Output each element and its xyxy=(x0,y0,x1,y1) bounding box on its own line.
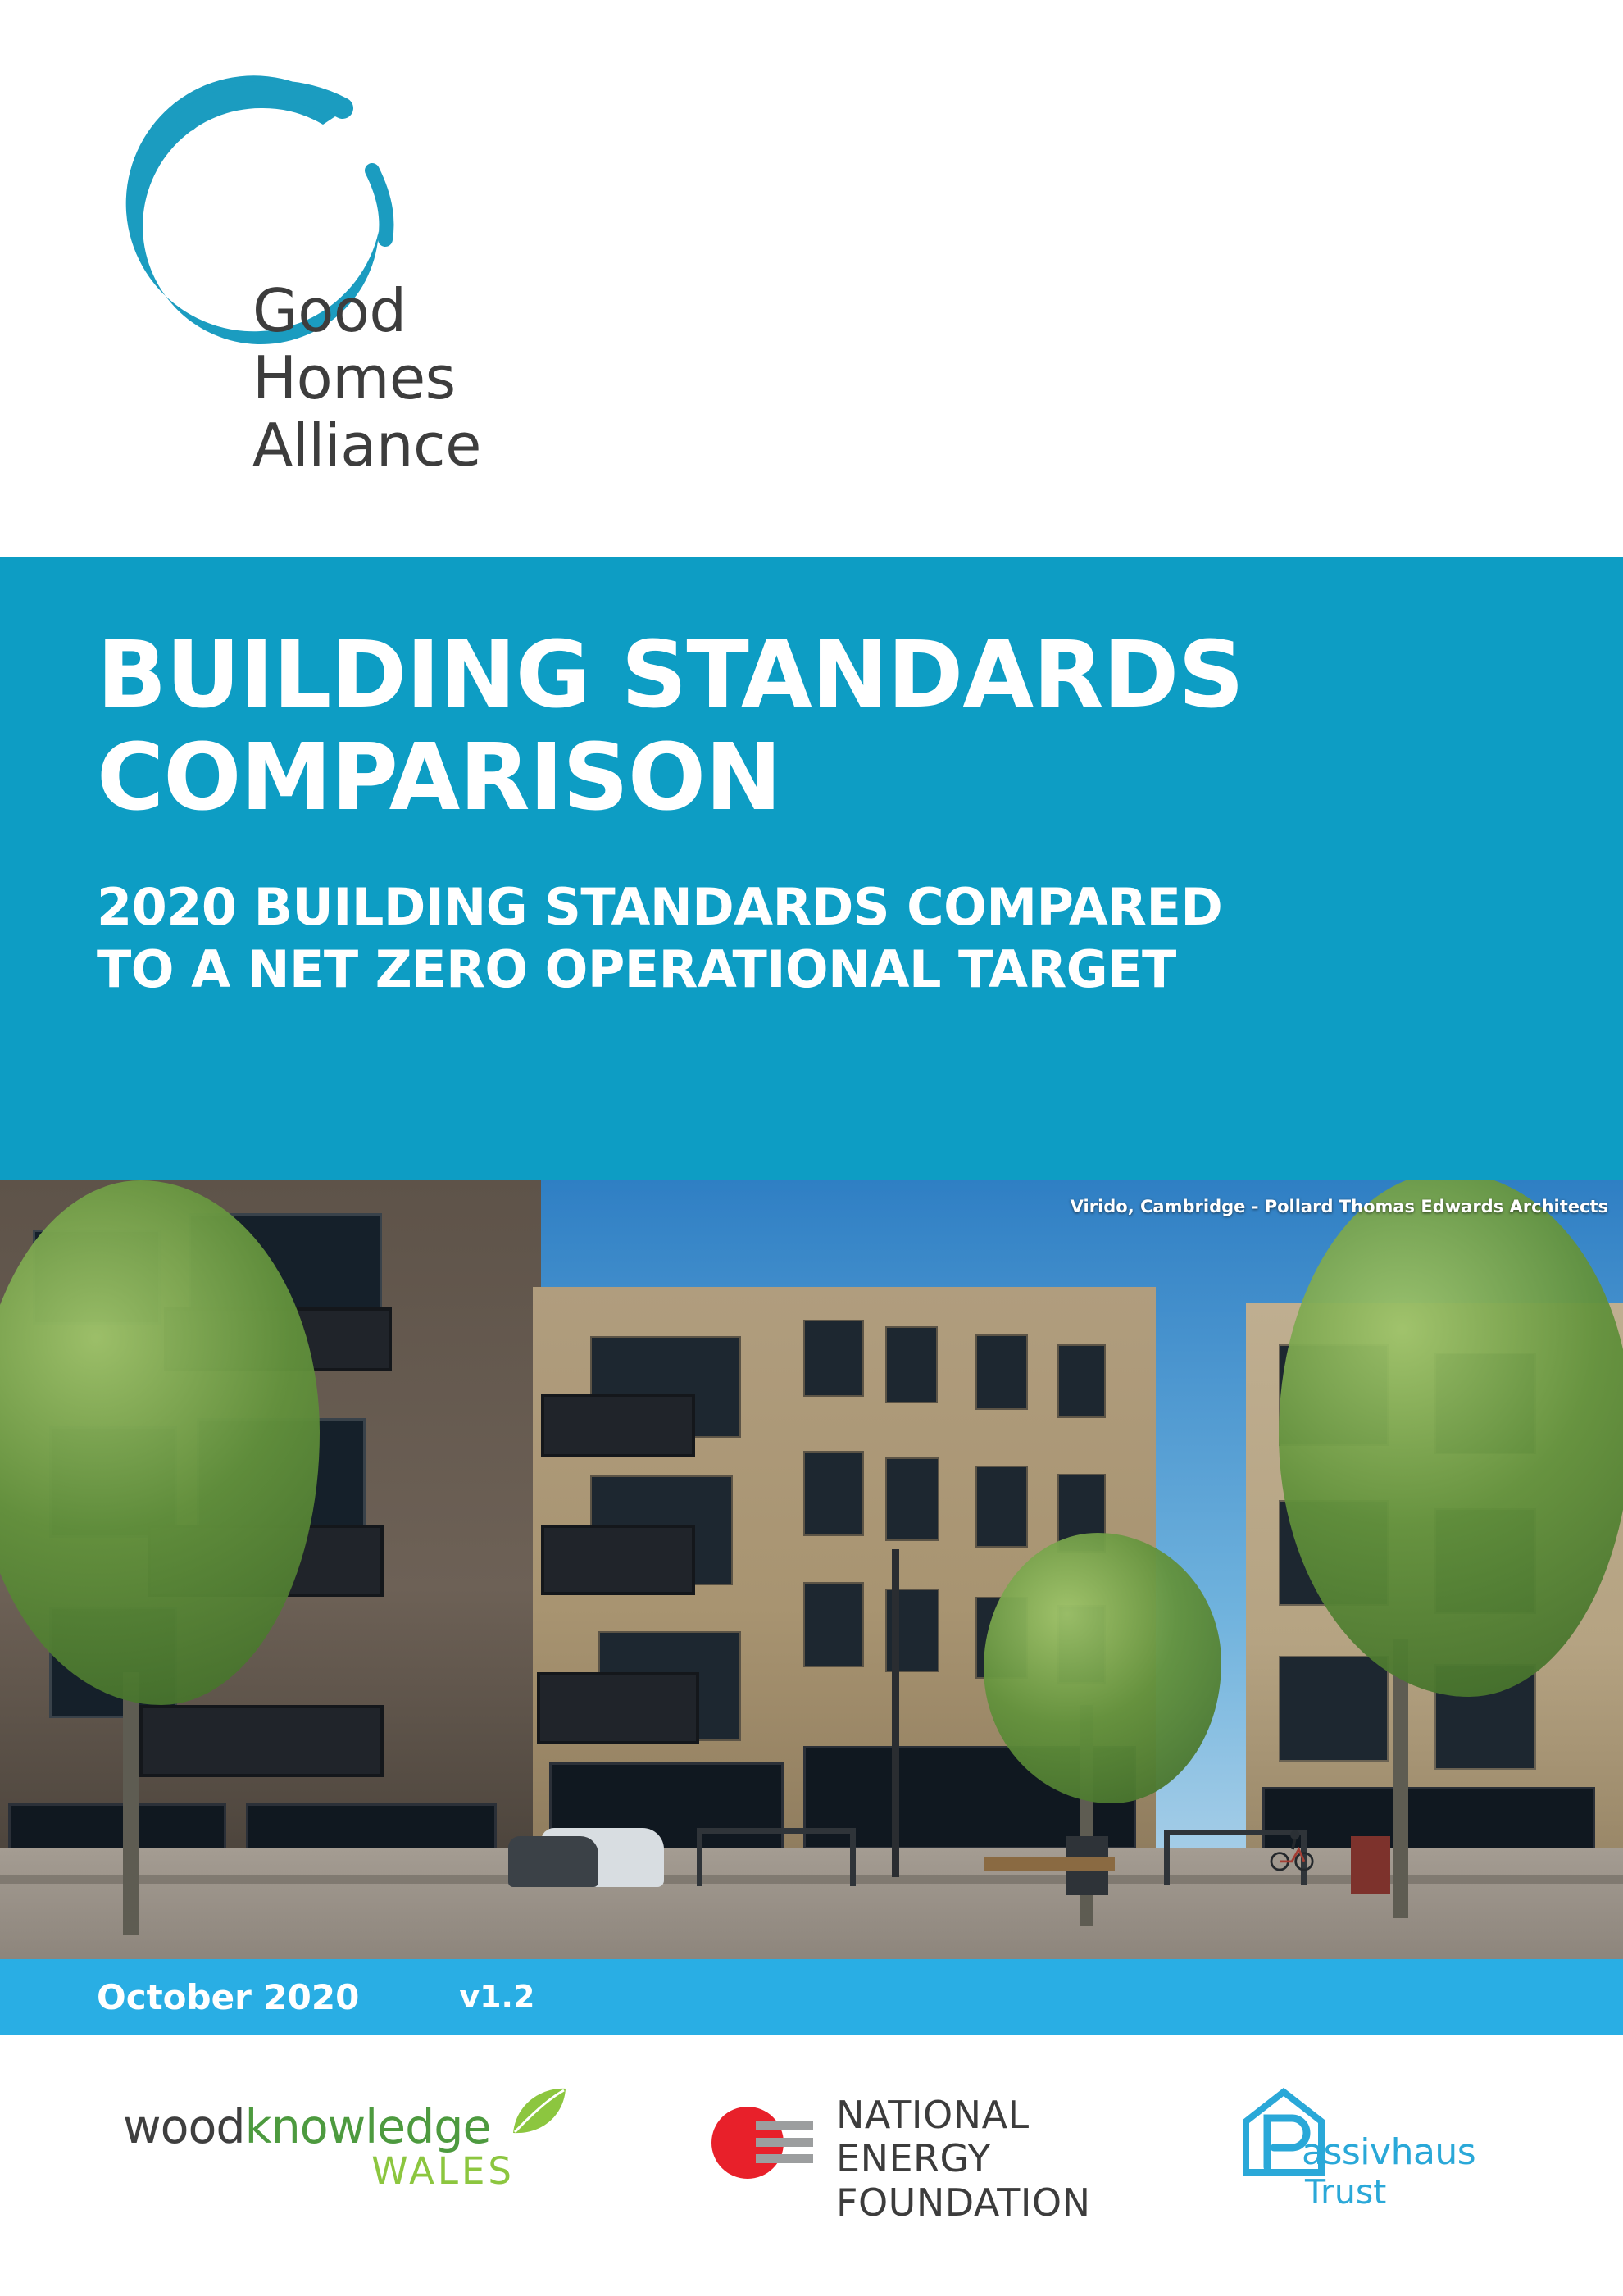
subtitle-line-2: TO A NET ZERO OPERATIONAL TARGET xyxy=(97,939,1176,1000)
wkw-word-primary: wood xyxy=(123,2100,245,2154)
cover-photograph xyxy=(0,1180,1623,1959)
cyclist-figure xyxy=(1269,1828,1316,1871)
title-line-1: BUILDING STANDARDS xyxy=(97,622,1243,729)
cycle-rack xyxy=(697,1828,856,1886)
wkw-word-secondary: knowledge xyxy=(244,2100,491,2154)
title-banner xyxy=(0,557,1623,1180)
leaf-icon xyxy=(508,2085,567,2138)
red-circle-bars-icon xyxy=(705,2098,820,2187)
passivhaus-wordmark: assivhaus xyxy=(1302,2131,1476,2173)
passivhaus-trust-word: Trust xyxy=(1305,2172,1387,2212)
nef-wordmark xyxy=(836,2094,1091,2225)
organisation-name xyxy=(252,277,481,479)
good-homes-alliance-logo xyxy=(90,48,566,480)
tree-trunk xyxy=(123,1672,139,1935)
subtitle-line-1: 2020 BUILDING STANDARDS COMPARED xyxy=(97,876,1223,937)
org-name-line-2: Homes xyxy=(252,343,456,413)
header-logo-area xyxy=(0,0,1623,557)
org-name-line-1: Good xyxy=(252,276,407,345)
parked-car xyxy=(508,1836,598,1887)
photo-credit: Virido, Cambridge - Pollard Thomas Edwards Architects xyxy=(1070,1197,1608,1216)
litter-bin xyxy=(1351,1836,1390,1894)
page-title xyxy=(97,622,1526,832)
wkw-wordmark-sub: WALES xyxy=(371,2149,515,2193)
partner-logos xyxy=(0,2035,1623,2296)
publication-date: October 2020 xyxy=(97,1976,360,2017)
title-line-2: COMPARISON xyxy=(97,725,781,832)
nef-line-3: FOUNDATION xyxy=(836,2180,1091,2225)
nef-line-2: ENERGY xyxy=(836,2136,991,2181)
street-lamp xyxy=(892,1549,899,1877)
date-version-bar xyxy=(0,1959,1623,2035)
page-subtitle xyxy=(97,876,1526,1002)
bench xyxy=(984,1857,1115,1871)
org-name-line-3: Alliance xyxy=(252,411,481,480)
partner-logo-wood-knowledge-wales xyxy=(123,2100,582,2215)
nef-line-1: NATIONAL xyxy=(836,2093,1030,2137)
partner-logo-passivhaus-trust xyxy=(1238,2085,1508,2229)
document-version: v1.2 xyxy=(459,1979,535,2015)
partner-logo-national-energy-foundation xyxy=(705,2090,1131,2225)
